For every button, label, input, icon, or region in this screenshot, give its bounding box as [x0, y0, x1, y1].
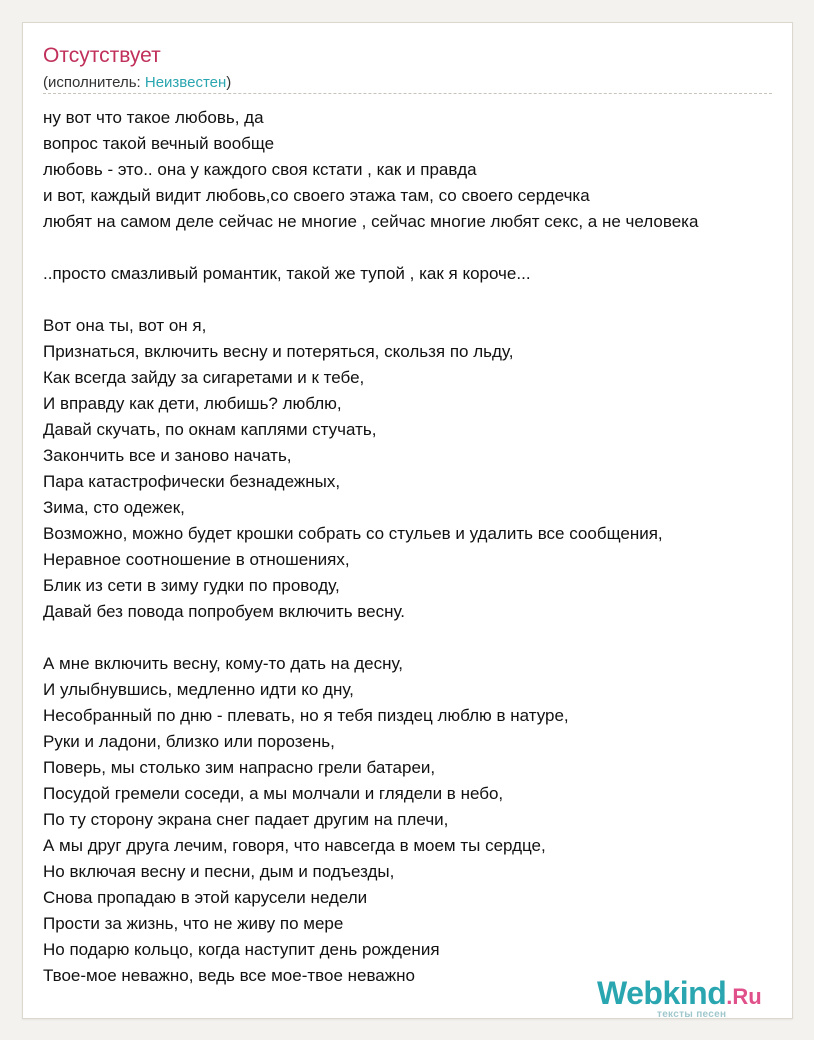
artist-line [43, 74, 231, 91]
lyric-line: Признаться, включить весну и потеряться, скользя по льду, [43, 342, 514, 361]
artist-link[interactable]: Неизвестен [144, 74, 227, 91]
lyric-line: ну вот что такое любовь, да [43, 108, 264, 127]
logo-tld: .Ru [726, 984, 762, 1009]
lyric-line: Пара катастрофически безнадежных, [43, 472, 341, 491]
lyric-line: любят на самом деле сейчас не многие , сейчас многие любят секс, а не человека [43, 212, 699, 231]
lyric-line: Возможно, можно будет крошки собрать со стульев и удалить все сообщения, [43, 524, 663, 543]
lyric-line: ..просто смазливый романтик, такой же тупой , как я короче... [43, 264, 531, 283]
lyric-line: вопрос такой вечный вообще [43, 134, 275, 153]
song-title: Отсутствует [43, 44, 161, 67]
artist-prefix: (исполнитель: [43, 74, 145, 91]
lyric-line [43, 625, 793, 651]
lyric-line: Вот она ты, вот он я, [43, 316, 207, 335]
lyric-line: Твое-мое неважно, ведь все мое-твое неважно [43, 966, 415, 985]
lyric-line: Блик из сети в зиму гудки по проводу, [43, 576, 340, 595]
lyric-line: Посудой гремели соседи, а мы молчали и глядели в небо, [43, 784, 504, 803]
lyric-line: И улыбнувшись, медленно идти ко дну, [43, 680, 354, 699]
lyric-line: Прости за жизнь, что не живу по мере [43, 914, 344, 933]
lyric-line: Поверь, мы столько зим напрасно грели батареи, [43, 758, 436, 777]
lyric-line: Закончить все и заново начать, [43, 446, 292, 465]
lyric-line [43, 287, 793, 313]
lyric-line [43, 235, 793, 261]
site-logo[interactable] [597, 975, 762, 1019]
lyric-line: Несобранный по дню - плевать, но я тебя пиздец люблю в натуре, [43, 706, 569, 725]
logo-wordmark: Webkind [597, 975, 727, 1011]
lyric-line: И вправду как дети, любишь? люблю, [43, 394, 342, 413]
lyric-line: и вот, каждый видит любовь,со своего этажа там, со своего сердечка [43, 186, 590, 205]
logo-tagline: тексты песен [657, 1009, 727, 1019]
lyric-line: любовь - это.. она у каждого своя кстати , как и правда [43, 160, 477, 179]
lyric-line: Как всегда зайду за сигаретами и к тебе, [43, 368, 365, 387]
lyric-line: А мы друг друга лечим, говоря, что навсегда в моем ты сердце, [43, 836, 546, 855]
lyrics-card [22, 22, 793, 1019]
lyric-line: Давай без повода попробуем включить весну. [43, 602, 405, 621]
lyric-line: Зима, сто одежек, [43, 498, 185, 517]
lyric-line: По ту сторону экрана снег падает другим на плечи, [43, 810, 449, 829]
lyric-line: Неравное соотношение в отношениях, [43, 550, 350, 569]
artist-suffix: ) [226, 74, 232, 91]
title-divider [43, 93, 772, 94]
lyric-line: Но подарю кольцо, когда наступит день рождения [43, 940, 440, 959]
lyric-line: Снова пропадаю в этой карусели недели [43, 888, 368, 907]
lyric-line: Но включая весну и песни, дым и подъезды, [43, 862, 395, 881]
lyric-line: А мне включить весну, кому-то дать на десну, [43, 654, 404, 673]
lyric-line: Давай скучать, по окнам каплями стучать, [43, 420, 377, 439]
lyrics-body [43, 105, 793, 989]
lyric-line: Руки и ладони, близко или порозень, [43, 732, 335, 751]
